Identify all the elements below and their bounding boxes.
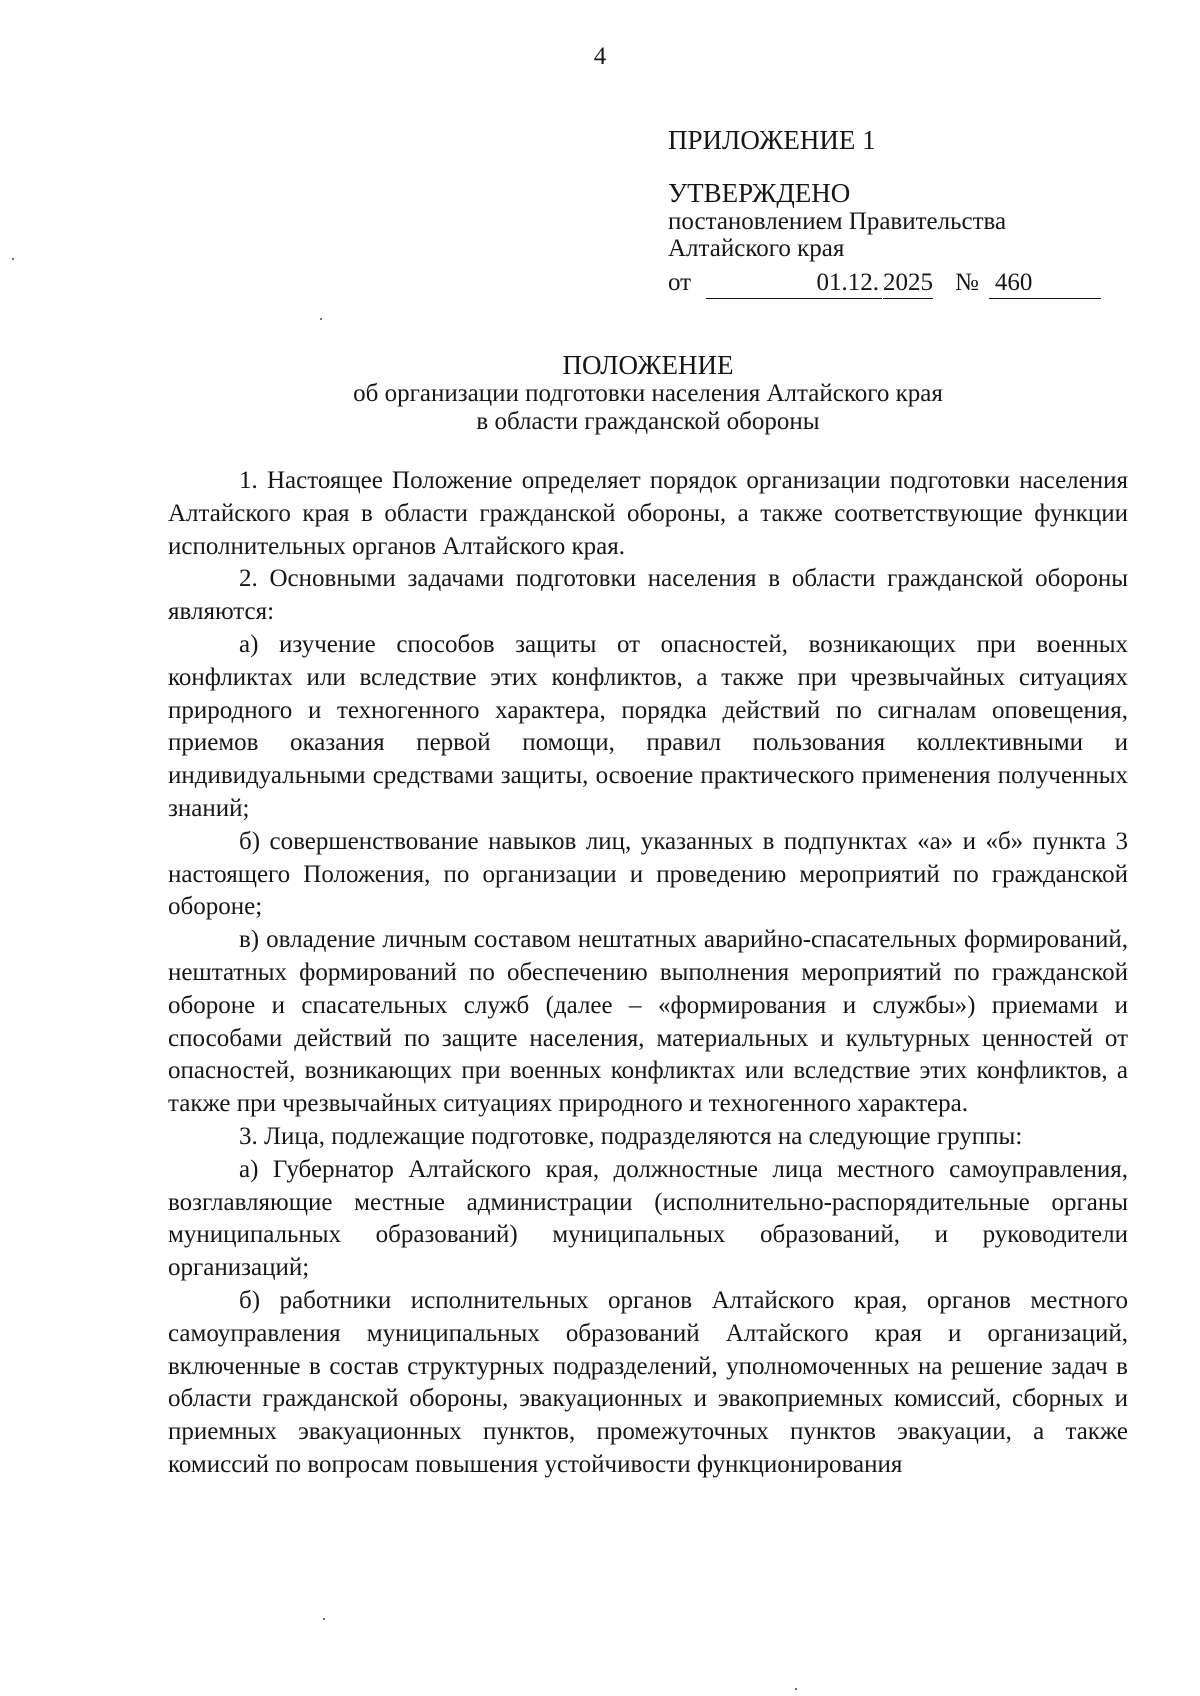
approved-label: УТВЕРЖДЕНО [668,178,851,208]
approval-number: 460 [989,268,1101,299]
paragraph-3b: б) работники исполнительных органов Алтайского края, органов местного самоуправления муниципальных образований Алтайского края и организаций, включенные в состав структурных подразделений, уполномоченных на решение задач в области гражданской обороны, эвакуационных и эвакоприемных комиссий, сборных и приемных эвакуационных пунктов, промежуточных пунктов эвакуации, а также комиссий по вопросам повышения устойчивости функционирования [168,1286,1128,1478]
paragraph-2b: б) совершенствование навыков лиц, указанных в подпунктах «а» и «б» пункта 3 настоящего Положения, по организации и проведению мероприятий по гражданской обороне; [168,827,1128,921]
paragraph-3a: а) Губернатор Алтайского края, должностные лица местного самоуправления, возглавляющие местные администрации (исполнительно-распорядительные органы муниципальных образований) муниципальных образований, и руководители организаций; [168,1155,1128,1282]
document-subtitle-line-2: в области гражданской обороны [476,408,820,435]
paragraph-1: 1. Настоящее Положение определяет порядок организации подготовки населения Алтайского края в области гражданской обороны, а также соответствующие функции исполнительных органов Алтайского края. [168,467,1128,560]
approval-line-2: Алтайского края [668,235,845,262]
scan-speck [12,258,14,260]
approval-date-line [668,268,1138,299]
approval-block [668,124,1138,299]
page-number: 4 [593,43,607,70]
document-title-block [168,350,1128,436]
appendix-label: ПРИЛОЖЕНИЕ 1 [668,125,876,155]
document-title: ПОЛОЖЕНИЕ [562,350,734,380]
document-body [168,465,1128,1482]
approval-year: 2025 [883,268,933,299]
document-subtitle-line-1: об организации подготовки населения Алтайского края [353,380,943,407]
approval-date: 01.12. [706,268,882,299]
paragraph-2v: в) овладение личным составом нештатных аварийно-спасательных формирований, нештатных формирований по обеспечению выполнения мероприятий по гражданской обороне и спасательных служб (далее – «формирования и службы») приемами и способами действий по защите населения, материальных и культурных ценностей от опасностей, возникающих при военных конфликтах или вследствие этих конфликтов, а также при чрезвычайных ситуациях природного и техногенного характера. [168,926,1128,1118]
paragraph-3: 3. Лица, подлежащие подготовке, подразделяются на следующие группы: [239,1122,1023,1150]
paragraph-2: 2. Основными задачами подготовки населения в области гражданской обороны являются: [168,565,1128,626]
approval-line-1: постановлением Правительства [668,208,1007,235]
number-sign: № [955,269,979,296]
from-label: от [668,269,692,296]
scan-speck [320,318,322,320]
scan-speck [323,1618,325,1620]
scan-speck [795,1688,797,1690]
paragraph-2a: а) изучение способов защиты от опасностей, возникающих при военных конфликтах или вследствие этих конфликтов, а также при чрезвычайных ситуациях природного и техногенного характера, порядка действий по сигналам оповещения, приемов оказания первой помощи, правил пользования коллективными и индивидуальными средствами защиты, освоение практического применения полученных знаний; [168,630,1128,822]
